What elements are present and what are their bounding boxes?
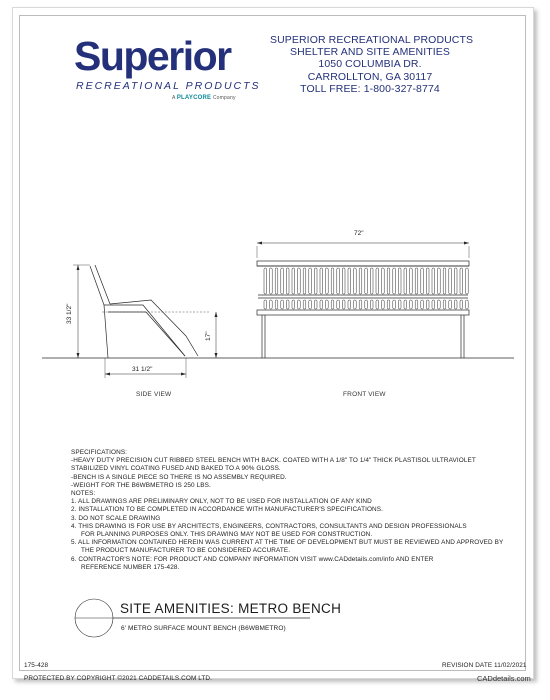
- copyright-notice: PROTECTED BY COPYRIGHT ©2021 CADDETAILS.COM LTD.: [24, 675, 213, 682]
- bench-slat: [387, 268, 390, 294]
- spec-line: -HEAVY DUTY PRECISION CUT RIBBED STEEL BENCH WITH BACK. COATED WITH A 1/8" TO 1/4" THICK PLASTISOL ULTRAVIOLET: [71, 457, 476, 465]
- bench-slat: [382, 268, 385, 294]
- bench-slat: [410, 300, 413, 309]
- bench-slat: [432, 300, 435, 309]
- bench-slat: [460, 268, 463, 294]
- bench-slat: [410, 268, 413, 294]
- bench-slat: [359, 268, 362, 294]
- bench-slat: [270, 300, 273, 309]
- bench-slat: [370, 268, 373, 294]
- bench-slat: [342, 268, 345, 294]
- note-item: 1. ALL DRAWINGS ARE PRELIMINARY ONLY, NOT TO BE USED FOR INSTALLATION OF ANY KIND: [71, 498, 372, 506]
- bench-slat: [326, 300, 329, 309]
- company-phone: TOLL FREE: 1-800-327-8774: [300, 82, 440, 95]
- note-item-continued: FOR PLANNING PURPOSES ONLY. THIS DRAWING MAY NOT BE USED FOR CONSTRUCTION.: [81, 531, 373, 539]
- bench-slat: [348, 300, 351, 309]
- bench-slat: [376, 300, 379, 309]
- bench-slat: [415, 268, 418, 294]
- bench-slat: [404, 268, 407, 294]
- note-item: 5. ALL INFORMATION CONTAINED HEREIN WAS CURRENT AT THE TIME OF DEVELOPMENT BUT MUST BE REVIEWED AND APPROVED BY: [71, 539, 504, 547]
- company-city: CARROLLTON, GA 30117: [307, 70, 433, 83]
- note-item: 2. INSTALLATION TO BE COMPLETED IN ACCORDANCE WITH MANUFACTURER'S SPECIFICATIONS.: [71, 506, 383, 514]
- bench-slat: [342, 300, 345, 309]
- bench-slat: [466, 268, 469, 294]
- bench-slat: [449, 300, 452, 309]
- bench-slat: [320, 268, 323, 294]
- logo-tag-brand: PLAYCORE: [176, 95, 212, 101]
- bench-slat: [275, 300, 278, 309]
- logo-subtitle: RECREATIONAL PRODUCTS: [76, 80, 261, 92]
- bench-slat: [426, 300, 429, 309]
- logo-tag-prefix: A: [172, 95, 176, 101]
- bench-slat: [348, 268, 351, 294]
- bench-slat: [292, 268, 295, 294]
- bench-slat: [359, 300, 362, 309]
- reference-number: 175-428: [24, 662, 49, 669]
- bench-slat: [286, 268, 289, 294]
- note-item-continued: THE PRODUCT MANUFACTURER TO BE CONSIDERED ACCURATE.: [81, 547, 291, 555]
- bench-slat: [454, 268, 457, 294]
- bench-slat: [454, 300, 457, 309]
- company-street: 1050 COLUMBIA DR.: [318, 58, 422, 71]
- bench-slat: [421, 300, 424, 309]
- dim-depth-label: 31 1/2": [132, 366, 153, 373]
- bench-slat: [415, 300, 418, 309]
- bench-slat: [264, 268, 267, 294]
- logo-tag-suffix: Company: [212, 95, 236, 101]
- bench-slat: [404, 300, 407, 309]
- bench-slat: [449, 268, 452, 294]
- note-item: 6. CONTRACTOR'S NOTE: FOR PRODUCT AND COMPANY INFORMATION VISIT www.CADdetails.com/info AND ENTER: [71, 555, 434, 563]
- note-item: 3. DO NOT SCALE DRAWING: [71, 514, 161, 522]
- bench-slat: [460, 300, 463, 309]
- note-item-continued: REFERENCE NUMBER 175-428.: [81, 563, 180, 571]
- bench-slat: [320, 300, 323, 309]
- bench-slat: [314, 300, 317, 309]
- revision-date: REVISION DATE 11/02/2021: [442, 662, 527, 669]
- bench-slat: [365, 300, 368, 309]
- bench-slat: [337, 268, 340, 294]
- specifications-heading: SPECIFICATIONS:: [71, 449, 128, 456]
- bench-slat: [309, 268, 312, 294]
- bench-slat: [326, 268, 329, 294]
- drawing-title: SITE AMENITIES: METRO BENCH: [120, 601, 342, 616]
- bench-slat: [298, 300, 301, 309]
- spec-line: STABILIZED VINYL COATING FUSED AND BAKED TO A 90% GLOSS.: [71, 465, 281, 473]
- company-name: SUPERIOR RECREATIONAL PRODUCTS: [270, 34, 474, 46]
- bench-slat: [314, 268, 317, 294]
- spec-line: -WEIGHT FOR THE B6WBMETRO IS 250 LBS.: [71, 481, 211, 489]
- bench-slat: [365, 268, 368, 294]
- bench-slat: [292, 300, 295, 309]
- notes-block: [71, 449, 503, 572]
- bench-slat: [376, 268, 379, 294]
- bench-slat: [466, 300, 469, 309]
- dim-seat-label: 17": [205, 331, 212, 341]
- bench-slat: [264, 300, 267, 309]
- spec-line: -BENCH IS A SINGLE PIECE SO THERE IS NO ASSEMBLY REQUIRED.: [71, 473, 287, 481]
- bench-slat: [309, 300, 312, 309]
- bench-slat: [370, 300, 373, 309]
- bench-slat: [354, 268, 357, 294]
- note-item: 4. THIS DRAWING IS FOR USE BY ARCHITECTS, ENGINEERS, CONTRACTORS, CONSULTANTS AND DESIGN PROFESSIONALS: [71, 522, 467, 530]
- bench-slat: [270, 268, 273, 294]
- bench-slat: [387, 300, 390, 309]
- bench-slat: [281, 268, 284, 294]
- bench-slat: [438, 300, 441, 309]
- dim-height-label: 33 1/2": [66, 303, 73, 324]
- bench-slat: [426, 268, 429, 294]
- bench-slat: [303, 268, 306, 294]
- company-division: SHELTER AND SITE AMENITIES: [290, 46, 450, 59]
- bench-slat: [398, 268, 401, 294]
- bench-slat: [331, 300, 334, 309]
- bench-slat: [354, 300, 357, 309]
- bench-slat: [337, 300, 340, 309]
- side-view-label: SIDE VIEW: [136, 391, 172, 398]
- cad-brand: CADdetails.com: [477, 674, 531, 683]
- bench-slat: [421, 268, 424, 294]
- bench-slat: [331, 268, 334, 294]
- bench-slat: [443, 268, 446, 294]
- notes-heading: NOTES:: [71, 490, 96, 498]
- side-view-drawing: [90, 265, 209, 358]
- dim-width-label: 72": [354, 230, 364, 237]
- bench-slat: [432, 268, 435, 294]
- drawing-subtitle: 6' METRO SURFACE MOUNT BENCH (B6WBMETRO): [121, 625, 286, 632]
- bench-slat: [443, 300, 446, 309]
- bench-slat: [303, 300, 306, 309]
- bench-slat: [286, 300, 289, 309]
- bench-slat: [398, 300, 401, 309]
- bench-slat: [298, 268, 301, 294]
- bench-slat: [275, 268, 278, 294]
- bench-slat: [393, 268, 396, 294]
- bench-slat: [281, 300, 284, 309]
- bench-slat: [393, 300, 396, 309]
- bench-slat: [438, 268, 441, 294]
- bench-slat: [382, 300, 385, 309]
- front-view-label: FRONT VIEW: [343, 391, 386, 398]
- logo-wordmark: Superior: [74, 33, 231, 79]
